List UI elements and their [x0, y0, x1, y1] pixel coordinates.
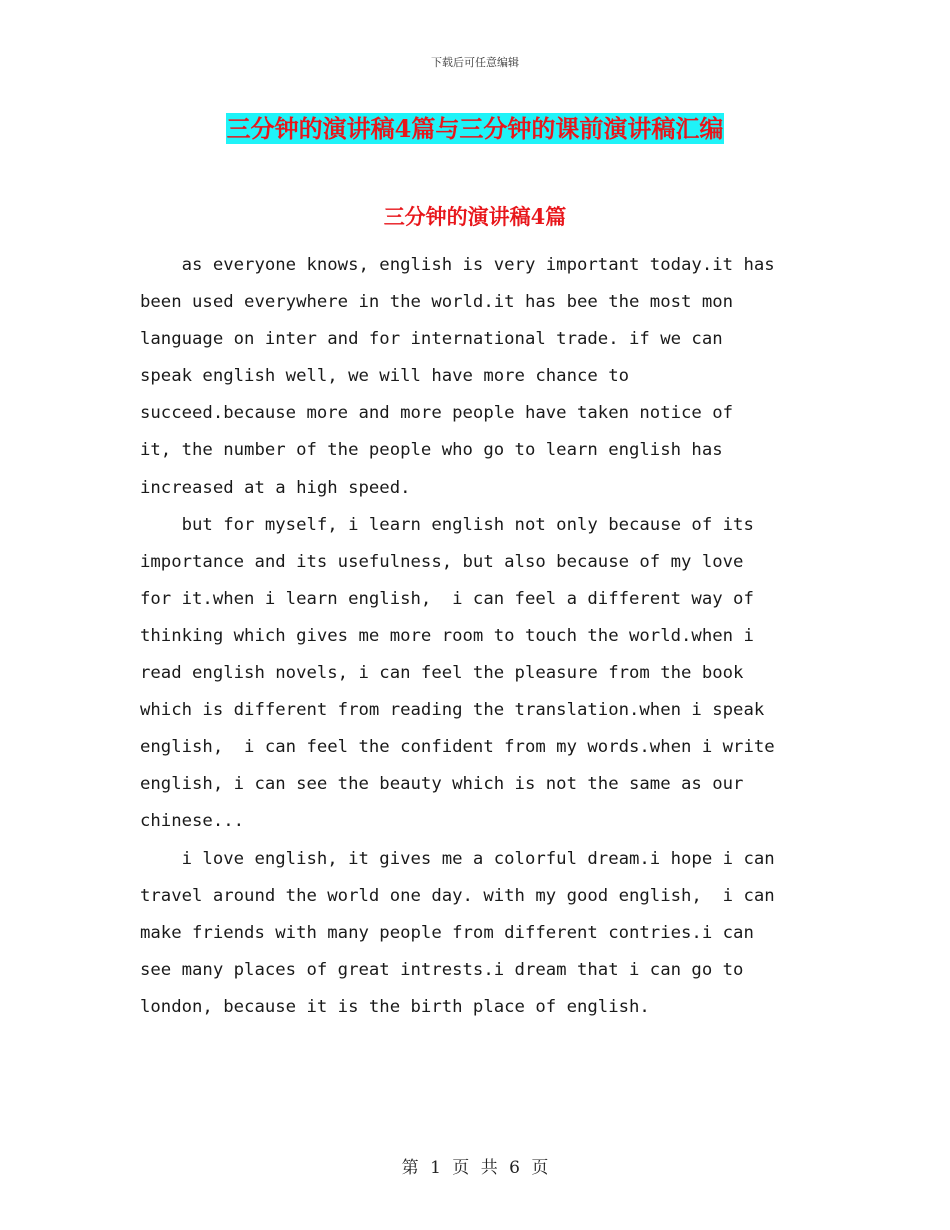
body-line: as everyone knows, english is very important today.it has [140, 255, 775, 275]
body-line: speak english well, we will have more chance to [140, 366, 629, 387]
page-header-note: 下载后可任意编辑 [431, 56, 519, 69]
body-line: english, i can feel the confident from my words.when i write [140, 737, 775, 758]
body-line: make friends with many people from different contries.i can [140, 922, 754, 943]
body-line: english, i can see the beauty which is not the same as our [140, 774, 744, 795]
body-line: london, because it is the birth place of english. [140, 996, 650, 1017]
body-line: which is different from reading the translation.when i speak [140, 700, 765, 721]
body-line: language on inter and for international trade. if we can [140, 329, 723, 350]
body-line: thinking which gives me more room to touch the world.when i [140, 625, 754, 646]
body-line: read english novels, i can feel the pleasure from the book [140, 663, 744, 684]
document-title: 三分钟的演讲稿4篇与三分钟的课前演讲稿汇编 [226, 114, 724, 143]
body-line: i love english, it gives me a colorful dream.i hope i can [140, 848, 775, 869]
page-number-footer: 第 1 页 共 6 页 [401, 1158, 549, 1178]
body-line: see many places of great intrests.i dream that i can go to [140, 959, 744, 980]
body-line: chinese... [140, 811, 245, 832]
body-line: been used everywhere in the world.it has bee the most mon [140, 292, 734, 313]
document-body [140, 247, 820, 1026]
body-line: it, the number of the people who go to learn english has [140, 440, 723, 461]
body-line: succeed.because more and more people have taken notice of [140, 403, 734, 424]
document-title-container [0, 113, 950, 144]
body-line: travel around the world one day. with my good english, i can [140, 885, 775, 906]
body-line: for it.when i learn english, i can feel a different way of [140, 588, 754, 609]
body-line: but for myself, i learn english not only because of its [140, 514, 754, 535]
body-line: importance and its usefulness, but also because of my love [140, 551, 744, 572]
section-title: 三分钟的演讲稿4篇 [383, 204, 567, 229]
body-line: increased at a high speed. [140, 477, 411, 498]
